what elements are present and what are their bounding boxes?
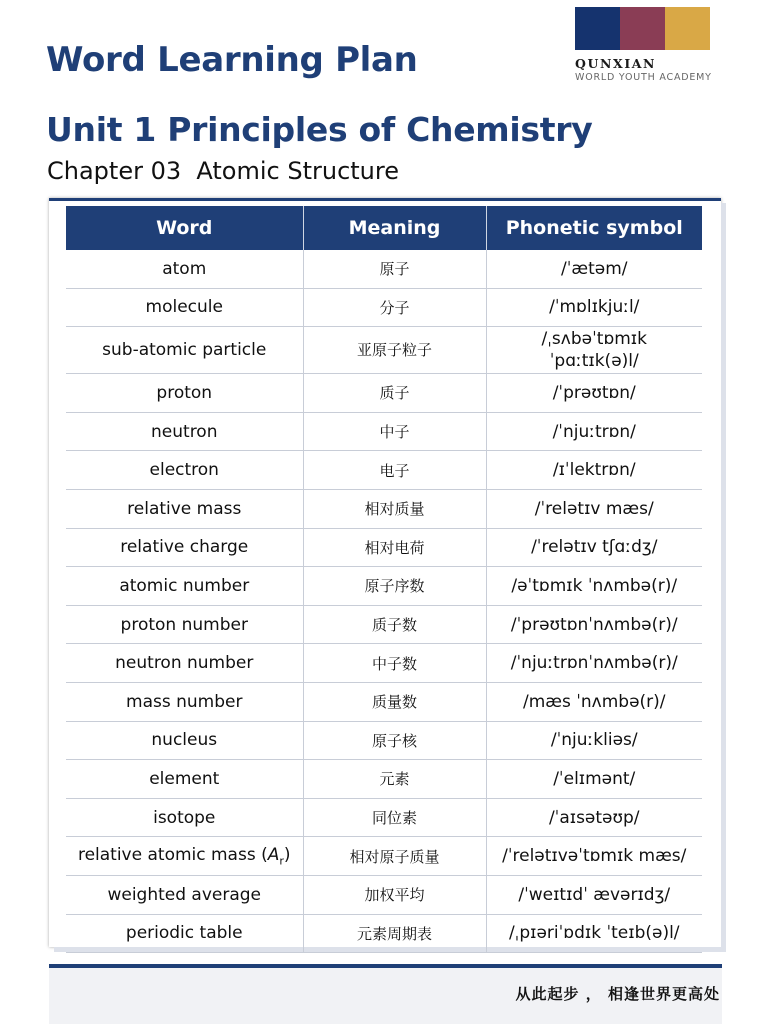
page-title: Word Learning Plan xyxy=(46,40,418,80)
table-row xyxy=(66,875,702,914)
phonetic-cell: /ˈprəʊtɒn/ xyxy=(486,374,702,413)
table-row xyxy=(66,567,702,606)
column-header-word: Word xyxy=(66,206,303,250)
word-cell: neutron xyxy=(66,412,303,451)
word-cell: periodic table xyxy=(66,914,303,953)
meaning-cell: 质子 xyxy=(303,374,486,413)
phonetic-cell: /ˈweɪtɪdˈ ævərɪdʒ/ xyxy=(486,875,702,914)
table-row xyxy=(66,644,702,683)
logo-subtitle: WORLD YOUTH ACADEMY xyxy=(575,72,712,83)
logo-name: QUNXIAN xyxy=(575,56,657,71)
word-cell: element xyxy=(66,760,303,799)
table-row xyxy=(66,721,702,760)
word-cell: sub-atomic particle xyxy=(66,327,303,374)
table-row xyxy=(66,451,702,490)
table-row xyxy=(66,412,702,451)
meaning-cell: 相对电荷 xyxy=(303,528,486,567)
meaning-cell: 相对质量 xyxy=(303,489,486,528)
word-cell: atomic number xyxy=(66,567,303,606)
phonetic-cell: /ˈrelətɪv mæs/ xyxy=(486,489,702,528)
meaning-cell: 相对原子质量 xyxy=(303,837,486,876)
meaning-cell: 亚原子粒子 xyxy=(303,327,486,374)
phonetic-cell: /ˈprəʊtɒnˈnʌmbə(r)/ xyxy=(486,605,702,644)
table-row xyxy=(66,288,702,327)
meaning-cell: 中子数 xyxy=(303,644,486,683)
phonetic-cell: /əˈtɒmɪk ˈnʌmbə(r)/ xyxy=(486,567,702,606)
word-cell: atom xyxy=(66,250,303,288)
meaning-cell: 加权平均 xyxy=(303,875,486,914)
logo-block-gold xyxy=(665,7,710,50)
academy-logo xyxy=(575,7,712,83)
phonetic-cell: /ˈrelətɪv tʃɑːdʒ/ xyxy=(486,528,702,567)
table-row xyxy=(66,760,702,799)
column-header-meaning: Meaning xyxy=(303,206,486,250)
phonetic-cell: /ˈnjuːtrɒn/ xyxy=(486,412,702,451)
meaning-cell: 电子 xyxy=(303,451,486,490)
table-header-row xyxy=(66,206,702,250)
word-cell: relative mass xyxy=(66,489,303,528)
logo-color-blocks xyxy=(575,7,712,50)
table-row xyxy=(66,528,702,567)
phonetic-cell: /ˈnjuːtrɒnˈnʌmbə(r)/ xyxy=(486,644,702,683)
word-cell: electron xyxy=(66,451,303,490)
column-header-phonetic: Phonetic symbol xyxy=(486,206,702,250)
word-cell: molecule xyxy=(66,288,303,327)
logo-block-navy xyxy=(575,7,620,50)
vocabulary-card xyxy=(49,198,721,947)
phonetic-cell: /ˌpɪəriˈɒdɪk ˈteɪb(ə)l/ xyxy=(486,914,702,953)
vocabulary-table xyxy=(66,206,702,953)
phonetic-cell: /ˈætəm/ xyxy=(486,250,702,288)
table-row xyxy=(66,837,702,876)
word-cell: weighted average xyxy=(66,875,303,914)
table-body xyxy=(66,250,702,953)
chapter-title: Chapter 03 Atomic Structure xyxy=(47,157,399,185)
word-cell: nucleus xyxy=(66,721,303,760)
phonetic-cell: /mæs ˈnʌmbə(r)/ xyxy=(486,682,702,721)
logo-block-maroon xyxy=(620,7,665,50)
meaning-cell: 质子数 xyxy=(303,605,486,644)
meaning-cell: 中子 xyxy=(303,412,486,451)
table-row xyxy=(66,605,702,644)
meaning-cell: 质量数 xyxy=(303,682,486,721)
word-cell: mass number xyxy=(66,682,303,721)
table-row xyxy=(66,374,702,413)
word-cell: relative charge xyxy=(66,528,303,567)
meaning-cell: 同位素 xyxy=(303,798,486,837)
phonetic-cell: /ˈrelətɪvəˈtɒmɪk mæs/ xyxy=(486,837,702,876)
unit-title: Unit 1 Principles of Chemistry xyxy=(46,110,593,149)
table-row xyxy=(66,682,702,721)
footer-slogan: 从此起步 ， 相逢世界更高处 xyxy=(515,985,720,1003)
word-cell: neutron number xyxy=(66,644,303,683)
table-row xyxy=(66,250,702,288)
meaning-cell: 元素周期表 xyxy=(303,914,486,953)
table-row xyxy=(66,489,702,528)
table-row xyxy=(66,327,702,374)
phonetic-cell: /ˈmɒlɪkjuːl/ xyxy=(486,288,702,327)
meaning-cell: 原子序数 xyxy=(303,567,486,606)
meaning-cell: 原子核 xyxy=(303,721,486,760)
meaning-cell: 分子 xyxy=(303,288,486,327)
phonetic-cell: /ˈaɪsətəʊp/ xyxy=(486,798,702,837)
phonetic-cell: /ˈelɪmənt/ xyxy=(486,760,702,799)
phonetic-cell: /ˈnjuːkliəs/ xyxy=(486,721,702,760)
word-cell: proton xyxy=(66,374,303,413)
word-cell: proton number xyxy=(66,605,303,644)
table-row xyxy=(66,914,702,953)
meaning-cell: 元素 xyxy=(303,760,486,799)
table-row xyxy=(66,798,702,837)
word-cell: isotope xyxy=(66,798,303,837)
meaning-cell: 原子 xyxy=(303,250,486,288)
phonetic-cell: /ˌsʌbəˈtɒmɪk ˈpɑːtɪk(ə)l/ xyxy=(486,327,702,374)
word-cell: relative atomic mass $(A_r)$ xyxy=(66,837,303,876)
phonetic-cell: /ɪˈlektrɒn/ xyxy=(486,451,702,490)
